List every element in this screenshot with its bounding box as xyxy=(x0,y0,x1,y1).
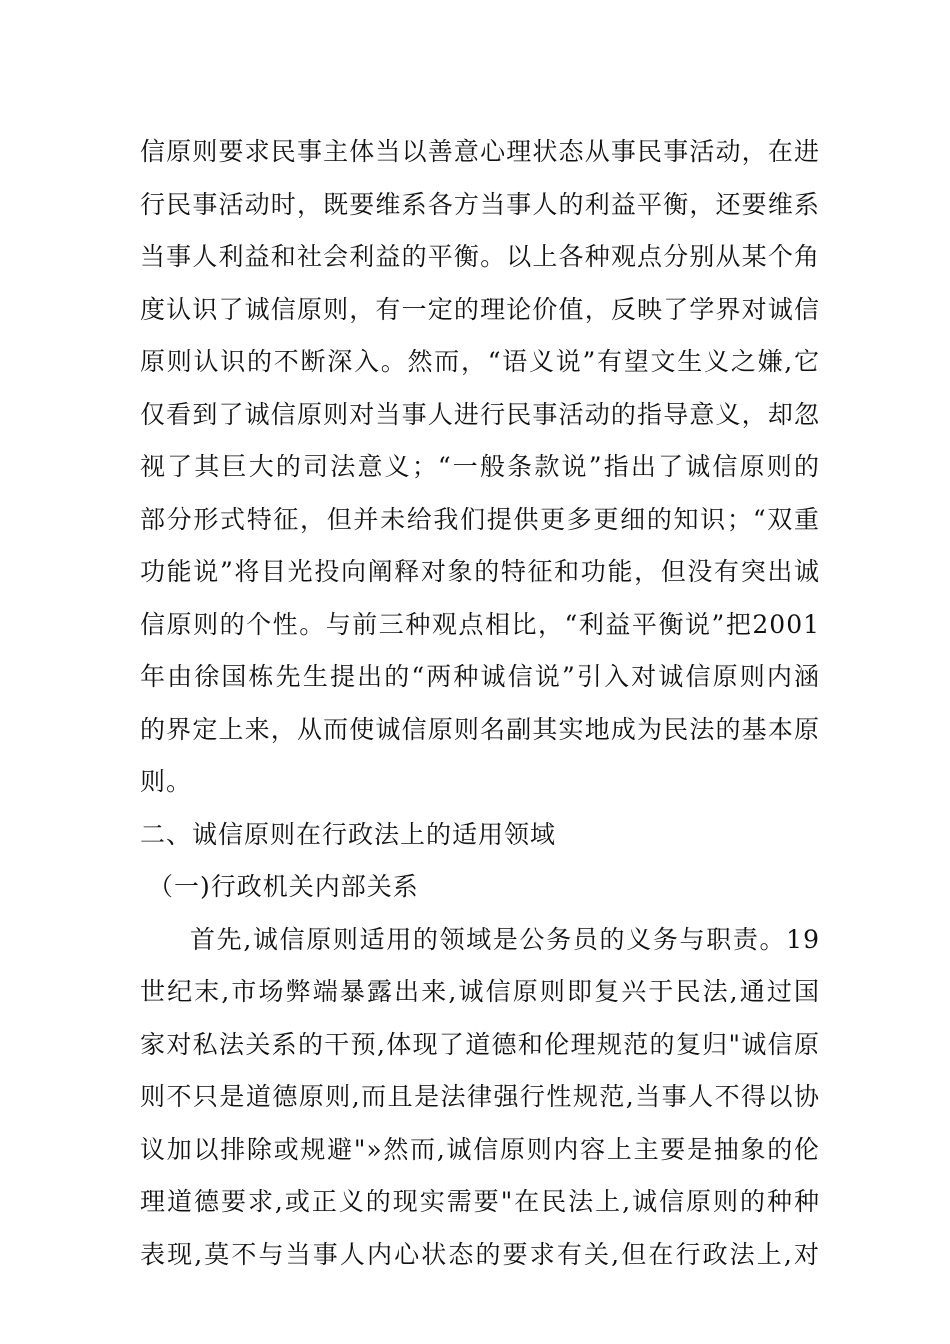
section-heading: 二、诚信原则在行政法上的适用领域 xyxy=(140,819,557,849)
paragraph-line: 则。 xyxy=(140,767,193,796)
paragraph-line: 世纪末,市场弊端暴露出来,诚信原则即复兴于民法,通过国 xyxy=(140,977,820,1006)
paragraph-line: 首先,诚信原则适用的领域是公务员的义务与职责。19 xyxy=(190,924,820,954)
paragraph-line: 信原则要求民事主体当以善意心理状态从事民事活动，在进 xyxy=(140,137,820,166)
paragraph-line: 仅看到了诚信原则对当事人进行民事活动的指导意义，却忽 xyxy=(140,399,820,429)
paragraph-2 xyxy=(140,914,820,1282)
paragraph-line: 原则认识的不断深入。然而，“语义说”有望文生义之嫌,它 xyxy=(140,347,820,376)
paragraph-line: 理道德要求,或正义的现实需要"在民法上,诚信原则的种种 xyxy=(140,1187,820,1216)
paragraph-line: 家对私法关系的干预,体现了道德和伦理规范的复归"诚信原 xyxy=(140,1029,820,1059)
paragraph-line: 行民事活动时，既要维系各方当事人的利益平衡，还要维系 xyxy=(140,189,820,219)
paragraph-line: 年由徐国栋先生提出的“两种诚信说”引入对诚信原则内涵 xyxy=(140,662,820,691)
paragraph-1 xyxy=(140,126,820,809)
paragraph-line: 则不只是道德原则,而且是法律强行性规范,当事人不得以协 xyxy=(140,1082,820,1111)
paragraph-line: 表现,莫不与当事人内心状态的要求有关,但在行政法上,对 xyxy=(140,1239,820,1269)
paragraph-line: 的界定上来，从而使诚信原则名副其实地成为民法的基本原 xyxy=(140,714,820,744)
paragraph-line: 度认识了诚信原则，有一定的理论价值，反映了学界对诚信 xyxy=(140,294,820,324)
paragraph-line: 部分形式特征，但并未给我们提供更多更细的知识；“双重 xyxy=(140,504,820,534)
subsection-heading: （一)行政机关内部关系 xyxy=(148,872,419,901)
document-body xyxy=(140,126,820,1281)
paragraph-line: 视了其巨大的司法意义；“一般条款说”指出了诚信原则的 xyxy=(140,452,820,481)
paragraph-line: 信原则的个性。与前三种观点相比，“利益平衡说”把2001 xyxy=(140,609,820,639)
paragraph-line: 功能说”将目光投向阐释对象的特征和功能，但没有突出诚 xyxy=(140,557,820,586)
paragraph-line: 议加以排除或规避"»然而,诚信原则内容上主要是抽象的伦 xyxy=(140,1134,820,1164)
paragraph-line: 当事人利益和社会利益的平衡。以上各种观点分别从某个角 xyxy=(140,242,820,271)
